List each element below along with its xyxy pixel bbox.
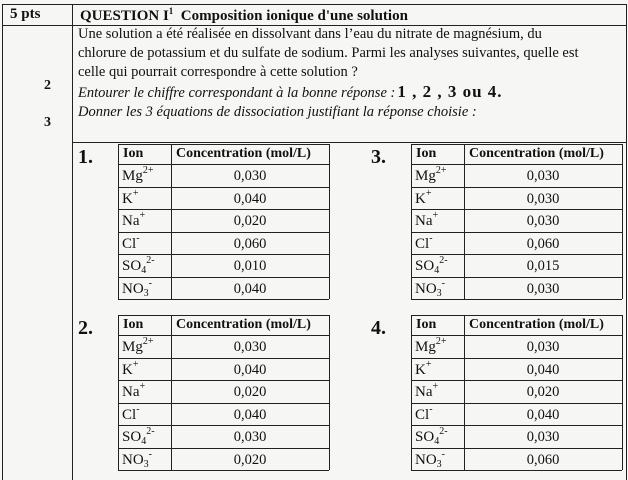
table-rule	[118, 144, 329, 145]
ion-symbol: Na	[122, 384, 140, 400]
ion-symbol: Mg	[415, 168, 436, 184]
concentration-column-header: Concentration (mol/L)	[176, 317, 311, 332]
intro-line: Une solution a été réalisée en dissolvant dans l’eau du nitrate de magnésium, du	[78, 26, 542, 42]
ion-symbol: K	[415, 190, 426, 207]
instruction-circle-answer	[78, 82, 626, 103]
concentration-value: 0,060	[233, 235, 267, 252]
ion-formula	[122, 187, 139, 208]
table-rule	[118, 315, 329, 316]
question-label: QUESTION I	[80, 8, 169, 24]
ion-charge: -	[148, 448, 153, 460]
table-number: 4.	[371, 317, 386, 339]
ion-symbol: SO	[122, 429, 142, 445]
ion-formula	[415, 403, 433, 424]
ion-symbol: K	[415, 361, 426, 378]
concentration-value: 0,030	[526, 213, 560, 229]
ion-charge: -	[136, 403, 140, 415]
ion-subscript: 3	[143, 458, 149, 470]
concentration-value: 0,040	[526, 361, 560, 378]
ion-charge: +	[139, 210, 146, 221]
table-rule	[118, 187, 329, 188]
table-rule	[411, 470, 622, 471]
ion-column-header: Ion	[416, 317, 437, 332]
ion-column-header: Ion	[123, 146, 144, 161]
ion-charge: -	[429, 403, 433, 415]
ion-charge: -	[441, 448, 446, 460]
ion-formula	[415, 232, 433, 253]
concentration-column-header: Concentration (mol/L)	[176, 146, 311, 161]
points-label: 5 pts	[10, 6, 41, 22]
ion-charge: 2+	[142, 336, 154, 347]
ion-charge: +	[425, 358, 432, 370]
table-rule	[118, 232, 329, 233]
ion-charge: -	[441, 277, 446, 289]
ion-subscript: 4	[141, 436, 147, 447]
ion-charge: -	[148, 277, 153, 289]
concentration-value: 0,040	[233, 280, 267, 297]
ion-formula	[415, 426, 448, 447]
ion-subscript: 3	[143, 287, 149, 299]
table-rule	[622, 144, 623, 299]
ion-charge: +	[432, 381, 439, 392]
ion-formula	[122, 232, 140, 253]
table-rule	[411, 315, 622, 316]
concentration-value: 0,040	[233, 361, 267, 378]
ion-column-header: Ion	[416, 146, 437, 161]
ion-formula	[415, 336, 447, 356]
ion-formula	[122, 336, 154, 356]
instruction-equations: Donner les 3 équations de dissociation justifiant la réponse choisie :	[78, 104, 477, 120]
frame-right-rule	[626, 4, 627, 480]
concentration-value: 0,020	[233, 384, 267, 400]
ion-charge: 2-	[439, 255, 448, 266]
ion-charge: 2-	[146, 426, 155, 437]
ion-symbol: Na	[415, 384, 433, 400]
ion-symbol: Na	[122, 213, 140, 229]
table-rule	[411, 144, 622, 145]
margin-column-rule	[72, 4, 73, 480]
concentration-value: 0,040	[233, 406, 267, 423]
ion-symbol: Cl	[122, 406, 137, 423]
table-rule	[118, 470, 329, 471]
frame-left-rule	[2, 4, 3, 480]
concentration-value: 0,020	[233, 451, 267, 468]
table-rule	[411, 358, 622, 359]
concentration-value: 0,030	[526, 429, 560, 445]
ion-formula	[415, 165, 447, 185]
ion-subscript: 3	[436, 287, 442, 299]
ion-symbol: Mg	[122, 168, 143, 184]
table-rule	[329, 144, 330, 299]
ion-formula	[122, 403, 140, 424]
ion-symbol: Cl	[415, 406, 430, 423]
concentration-value: 0,040	[526, 406, 560, 423]
ion-formula	[415, 381, 439, 401]
table-rule	[118, 403, 329, 404]
concentration-value: 0,030	[526, 190, 560, 207]
ion-formula	[122, 165, 154, 185]
concentration-value: 0,020	[526, 384, 560, 400]
intro-bottom-rule	[72, 142, 626, 143]
ion-symbol: Mg	[122, 339, 143, 355]
ion-symbol: NO	[415, 280, 437, 297]
ion-symbol: NO	[415, 451, 437, 468]
ion-subscript: 4	[141, 265, 147, 276]
ion-symbol: K	[122, 190, 133, 207]
ion-formula	[122, 255, 155, 276]
ion-symbol: SO	[415, 429, 435, 445]
ion-symbol: Cl	[415, 235, 430, 252]
ion-symbol: K	[122, 361, 133, 378]
concentration-value: 0,030	[233, 429, 267, 445]
table-rule	[622, 315, 623, 470]
ion-charge: -	[429, 232, 433, 244]
ion-formula	[415, 448, 446, 470]
table-number: 3.	[371, 146, 386, 168]
table-rule	[118, 299, 329, 300]
ion-formula	[415, 358, 432, 379]
ion-symbol: Mg	[415, 339, 436, 355]
ion-symbol: SO	[122, 258, 142, 274]
table-rule	[118, 358, 329, 359]
ion-symbol: Cl	[122, 235, 137, 252]
concentration-value: 0,060	[526, 451, 560, 468]
ion-subscript: 4	[434, 436, 440, 447]
table-rule	[411, 187, 622, 188]
ion-formula	[415, 210, 439, 230]
table-rule	[411, 299, 622, 300]
table-rule	[118, 380, 329, 381]
ion-formula	[122, 210, 146, 230]
concentration-value: 0,030	[526, 280, 560, 297]
ion-column-header: Ion	[123, 317, 144, 332]
intro-paragraph	[78, 25, 626, 122]
concentration-value: 0,040	[233, 190, 267, 207]
question-title: Composition ionique d'une solution	[180, 8, 408, 24]
ion-formula	[122, 381, 146, 401]
ion-symbol: NO	[122, 451, 144, 468]
concentration-column-header: Concentration (mol/L)	[469, 317, 604, 332]
question-heading	[80, 6, 408, 25]
question-footnote: 1	[168, 6, 174, 16]
concentration-value: 0,060	[526, 235, 560, 252]
ion-charge: 2-	[146, 255, 155, 266]
ion-formula	[122, 426, 155, 447]
ion-formula	[415, 277, 446, 299]
table-rule	[411, 380, 622, 381]
concentration-value: 0,030	[233, 168, 267, 184]
table-rule	[411, 232, 622, 233]
ion-formula	[122, 358, 139, 379]
ion-symbol: SO	[415, 258, 435, 274]
answer-choices: 1 , 2 , 3 ou 4.	[397, 82, 503, 101]
ion-charge: +	[132, 358, 139, 370]
concentration-column-header: Concentration (mol/L)	[469, 146, 604, 161]
concentration-value: 0,030	[233, 339, 267, 355]
table-rule	[118, 209, 329, 210]
margin-points-2: 3	[44, 115, 51, 130]
concentration-value: 0,030	[526, 168, 560, 184]
table-rule	[411, 209, 622, 210]
concentration-value: 0,015	[526, 258, 560, 274]
concentration-value: 0,030	[526, 339, 560, 355]
ion-charge: +	[132, 187, 139, 199]
frame-top-rule	[2, 4, 626, 5]
concentration-value: 0,010	[233, 258, 267, 274]
margin-points-1: 2	[44, 78, 51, 93]
ion-charge: +	[432, 210, 439, 221]
ion-charge: 2+	[142, 165, 154, 176]
table-rule	[411, 403, 622, 404]
table-number: 1.	[78, 146, 93, 168]
intro-line: chlorure de potassium et du sulfate de sodium. Parmi les analyses suivantes, quelle est	[78, 45, 579, 61]
ion-charge: 2+	[435, 165, 447, 176]
ion-symbol: NO	[122, 280, 144, 297]
ion-charge: 2-	[439, 426, 448, 437]
concentration-value: 0,020	[233, 213, 267, 229]
ion-charge: +	[425, 187, 432, 199]
ion-formula	[122, 277, 153, 299]
ion-subscript: 4	[434, 265, 440, 276]
intro-line: celle qui pourrait correspondre à cette solution ?	[78, 64, 358, 80]
ion-subscript: 3	[436, 458, 442, 470]
table-rule	[329, 315, 330, 470]
ion-charge: -	[136, 232, 140, 244]
ion-formula	[415, 255, 448, 276]
ion-charge: +	[139, 381, 146, 392]
table-number: 2.	[78, 317, 93, 339]
ion-formula	[415, 187, 432, 208]
ion-formula	[122, 448, 153, 470]
ion-charge: 2+	[435, 336, 447, 347]
ion-symbol: Na	[415, 213, 433, 229]
instruction-text: Entourer le chiffre correspondant à la bonne réponse :	[78, 85, 396, 101]
